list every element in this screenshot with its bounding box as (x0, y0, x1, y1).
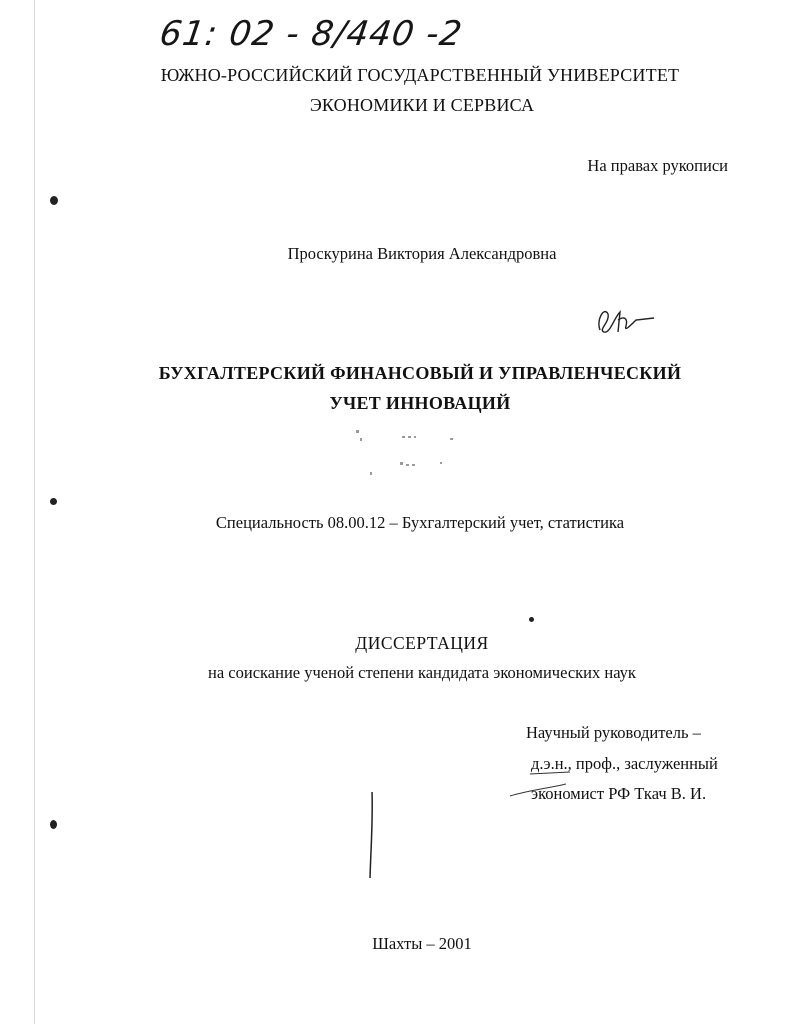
degree-line: на соискание ученой степени кандидата экономических наук (208, 663, 636, 682)
faint-stamp-marks (350, 428, 480, 478)
manuscript-rights-note: На правах рукописи (587, 156, 728, 175)
advisor-name: экономист РФ Ткач В. И. (531, 784, 707, 803)
dissertation-title-line2: УЧЕТ ИННОВАЦИЙ (329, 393, 511, 413)
scan-speck (50, 498, 57, 505)
dissertation-title-line1: БУХГАЛТЕРСКИЙ ФИНАНСОВЫЙ И УПРАВЛЕНЧЕСКИЙ (158, 363, 682, 383)
scan-edge-line (34, 0, 35, 1024)
place-and-year: Шахты – 2001 (372, 934, 472, 953)
advisor-credentials: д.э.н., проф., заслуженный (531, 754, 718, 773)
specialty-line: Специальность 08.00.12 – Бухгалтерский учет, статистика (215, 513, 625, 532)
scan-speck (50, 196, 58, 205)
university-name-line2: ЭКОНОМИКИ И СЕРВИСА (309, 95, 535, 115)
signature-scribble (592, 300, 662, 340)
pen-underline-marks (500, 760, 620, 800)
scan-speck (529, 617, 534, 622)
scan-speck (50, 820, 57, 829)
university-name-line1: ЮЖНО-РОССИЙСКИЙ ГОСУДАРСТВЕННЫЙ УНИВЕРСИТЕТ (160, 65, 680, 85)
author-name: Проскурина Виктория Александровна (287, 244, 557, 263)
document-type: ДИССЕРТАЦИЯ (355, 633, 489, 653)
handwritten-archive-code: 61: 02 - 8/440 -2 (157, 14, 466, 54)
advisor-label: Научный руководитель – (526, 723, 701, 742)
pen-vertical-stroke (366, 790, 378, 880)
